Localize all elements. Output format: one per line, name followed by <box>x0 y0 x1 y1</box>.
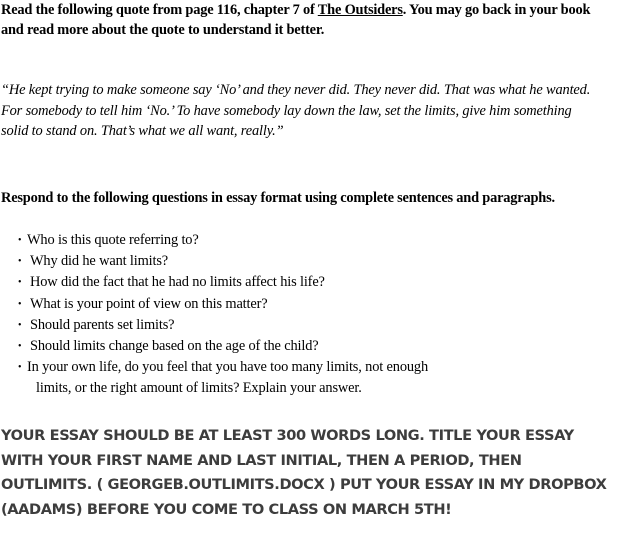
question-text: Who is this quote referring to? <box>27 232 199 248</box>
instructions-lead: Read the following quote from page 116, chapter 7 of <box>1 2 318 18</box>
question-item <box>0 357 600 399</box>
essay-requirements: YOUR ESSAY SHOULD BE AT LEAST 300 WORDS LONG. TITLE YOUR ESSAY WITH YOUR FIRST NAME AND LAST INITIAL, THEN A PERIOD, THEN OUTLIMITS. ( GEORGEB.OUTLIMITS.DOCX ) PUT YOUR ESSAY IN MY DROPBOX (AADAMS) BEFORE YOU COME TO CLASS ON MARCH 5TH! <box>1 427 607 518</box>
question-item <box>0 251 600 272</box>
bullet-icon: • <box>18 277 22 289</box>
question-item <box>0 336 600 357</box>
question-continuation: limits, or the right amount of limits? Explain your answer. <box>36 380 362 397</box>
question-list <box>0 230 600 400</box>
book-quote: “He kept trying to make someone say ‘No’ and they never did. They never did. That was what he wanted. For somebody to tell him ‘No.’ To have somebody lay down the law, set the limits, give him something solid to stand on. That’s what we all want, really.” <box>1 82 591 139</box>
question-text: What is your point of view on this matter? <box>30 295 268 312</box>
book-title: The Outsiders <box>317 2 403 18</box>
bullet-icon: • <box>18 362 22 374</box>
bullet-icon: • <box>18 319 22 331</box>
bullet-icon: • <box>18 298 22 310</box>
question-text: Should limits change based on the age of the child? <box>30 338 319 355</box>
response-prompt: Respond to the following questions in essay format using complete sentences and paragraphs. <box>1 190 555 206</box>
question-item <box>0 294 600 315</box>
question-text: Why did he want limits? <box>30 253 169 270</box>
question-text: Should parents set limits? <box>30 316 175 333</box>
question-item <box>0 230 600 251</box>
question-text: How did the fact that he had no limits affect his life? <box>30 274 325 291</box>
question-item <box>0 315 600 336</box>
instructions-paragraph <box>1 0 601 40</box>
bullet-icon: • <box>18 235 22 246</box>
bullet-icon: • <box>18 256 22 268</box>
question-item <box>0 272 600 293</box>
bullet-icon: • <box>18 341 22 353</box>
instructions-trail: . You may go back in your book and read more about the quote to understand it better. <box>1 2 591 38</box>
question-text: In your own life, do you feel that you have too many limits, not enough <box>27 359 429 376</box>
